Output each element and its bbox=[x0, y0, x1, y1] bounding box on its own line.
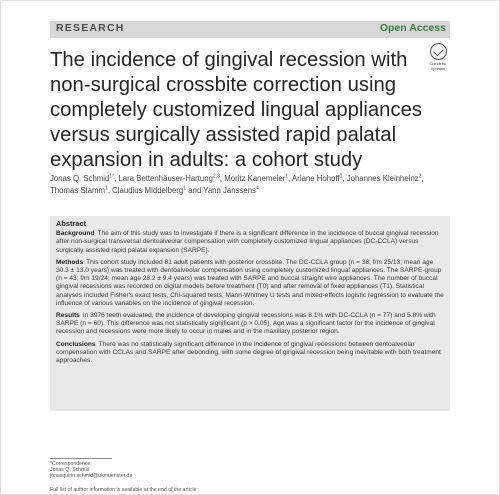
open-access-label: Open Access bbox=[379, 22, 446, 34]
methods-text: This cohort study included 81 adult patients with posterior crossbite. The DC-CCLA group (n = 38; f/m 25/13; mean age 30.3 ± 13.0 years) was treated with dentoalveolar compensation using completely customized lingual appliances. The SARPE-group (n = 43; f/m 19/24; mean age 28.2 ± 9.4 years) was treated with SARPE and buccal straight wire appliances. The number of buccal gingival recessions was recorded on digital models before treatment (T0) and after removal of fixed appliances (T1). Statistical analyses included Fisher's exact tests, Chi-squared tests, Mann-Whitney U tests and mixed-effects logistic regression to evaluate the influence of various variables on the incidence of gingival recession. bbox=[56, 258, 444, 307]
section-label: RESEARCH bbox=[56, 22, 125, 34]
author-name: Lara Bettenhäuser-Hartung bbox=[118, 174, 213, 183]
check-updates-icon bbox=[430, 43, 447, 60]
abstract-box bbox=[50, 216, 450, 411]
author-affiliation-mark: 2 bbox=[418, 173, 422, 180]
abstract-results bbox=[56, 312, 444, 337]
abstract-methods bbox=[56, 259, 444, 308]
author-info-note: Full list of author information is available at the end of the article bbox=[50, 487, 197, 493]
author-affiliation-mark: 2,3 bbox=[212, 173, 220, 180]
author-name: Claudius Middelberg bbox=[112, 186, 184, 195]
author-affiliation-mark: 1 bbox=[339, 173, 343, 180]
correspondence-label: *Correspondence: bbox=[50, 461, 92, 467]
author-name: Ariane Hohoff bbox=[292, 174, 340, 183]
author-affiliation-mark: 4 bbox=[255, 185, 259, 192]
background-title: Background bbox=[56, 230, 95, 238]
author-name: Jonas Q. Schmid bbox=[50, 174, 110, 183]
check-updates-text: Check for updates bbox=[429, 61, 447, 71]
author-list: Jonas Q. Schmid$^{1*}$, Lara Bettenhäuser-Hartung$^{2,3}$, Moritz Kanemeier$^1$, Ariane Hohoff$^1$, Johannes Kleinheinz$^2$, Thomas Stamm$^1$, Claudius Middelberg$^1$ and Yann Janssens$^4$ bbox=[50, 173, 424, 195]
author-name: Johannes Kleinheinz bbox=[346, 174, 419, 183]
abstract-heading: Abstract bbox=[56, 219, 86, 228]
methods-title: Methods bbox=[56, 258, 84, 266]
abstract-conclusions bbox=[56, 341, 444, 366]
author-name: Yann Janssens bbox=[203, 186, 256, 195]
conclusions-text: There was no statistically significant difference in the incidence of gingival recessions between dentoalveolar compensation with CCLAs and SARPE after debonding, with some degree of gingival recession being inevitable with both treatment approaches. bbox=[56, 340, 441, 365]
article-title: The incidence of gingival recession with non-surgical crossbite correction using completely customized lingual appliances versus surgically assisted rapid palatal expansion in adults: a cohort study bbox=[50, 49, 423, 171]
footnote-divider bbox=[50, 458, 112, 459]
background-text: The aim of this study was to investigate if there is a significant difference in the incidence of buccal gingival recession after non-surgical transversal dentoalveolar compensation with completely customized lingual appliances (DC-CCLA) versus surgically assisted rapid palatal expansion (SARPE). bbox=[56, 230, 439, 254]
correspondence-footnote bbox=[50, 461, 250, 480]
correspondence-name: Jonas Q. Schmid bbox=[50, 467, 90, 474]
abstract-background bbox=[56, 230, 444, 255]
correspondence-email[interactable]: jonasquirin.schmid@ukmuenster.de bbox=[50, 473, 133, 480]
results-text: In 3976 teeth evaluated, the incidence of developing gingival recessions was 8.1% with DC-CCLA (n = 77) and 5.8% with SARPE (n = 60). This difference was not statistically significant (p > 0.05). Age was a significant factor for the incidence of gingival recession and recessions were more likely to occur in males and in the maxillary posterior region. bbox=[56, 312, 436, 336]
conclusions-title: Conclusions bbox=[56, 340, 96, 348]
check-for-updates-badge[interactable] bbox=[427, 43, 449, 69]
author-name: Thomas Stamm bbox=[50, 186, 106, 195]
author-affiliation-mark: 1* bbox=[109, 173, 115, 180]
article-type-bar bbox=[50, 21, 450, 38]
author-affiliation-mark: 1 bbox=[183, 185, 187, 192]
author-affiliation-mark: 1 bbox=[285, 173, 289, 180]
results-title: Results bbox=[56, 312, 80, 320]
author-name: Moritz Kanemeier bbox=[224, 174, 286, 183]
author-affiliation-mark: 1 bbox=[105, 185, 108, 192]
